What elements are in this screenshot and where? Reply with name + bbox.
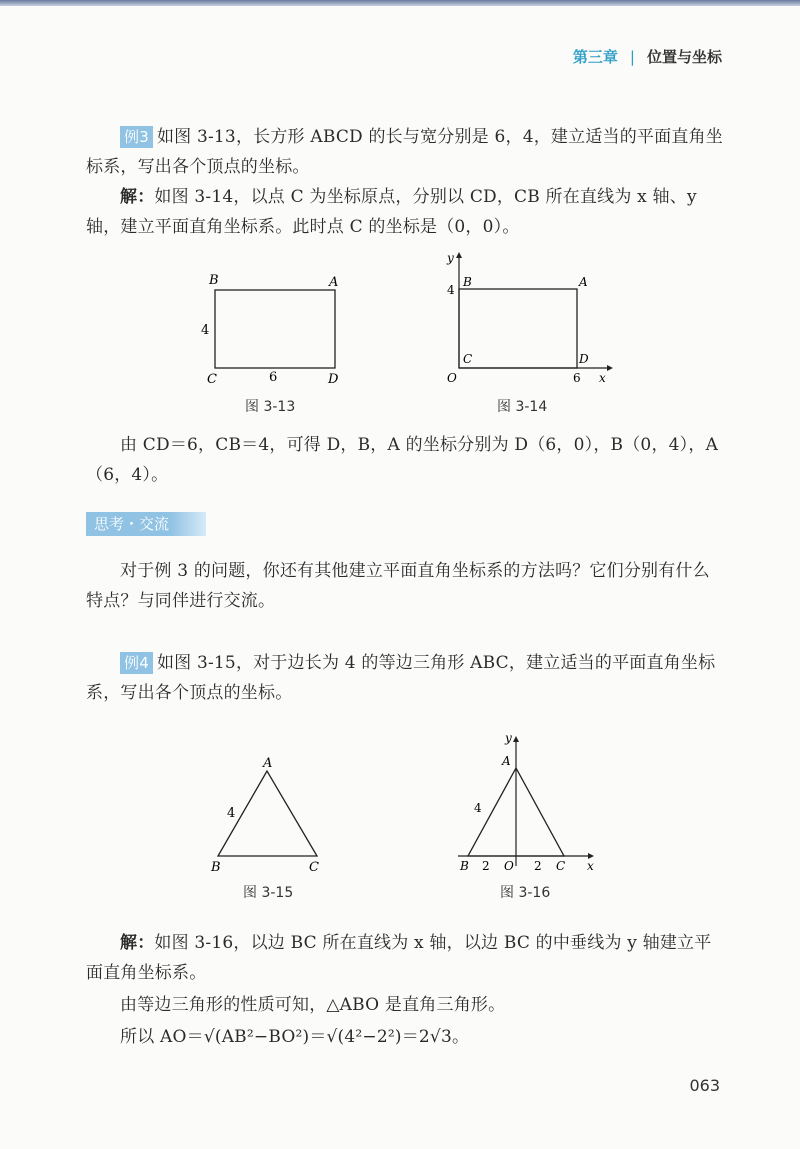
caption-3-15: 图 3-15	[243, 885, 294, 901]
label-c: C	[463, 352, 473, 366]
y-arrow-icon	[456, 252, 462, 258]
chapter-label: 第三章	[572, 48, 618, 66]
x-label: x	[587, 859, 594, 873]
example3-problem	[86, 122, 726, 182]
example4-formula	[86, 1022, 726, 1052]
label-c: C	[309, 860, 319, 875]
caption-3-16: 图 3-16	[500, 885, 551, 901]
example4-solution	[86, 928, 726, 988]
caption-3-14: 图 3-14	[497, 399, 548, 415]
label-c: C	[556, 859, 566, 873]
origin-label: O	[447, 371, 457, 385]
y-arrow-icon	[513, 736, 519, 742]
label-right-2: 2	[534, 859, 542, 873]
example3-badge: 例3	[120, 126, 153, 148]
label-a: A	[502, 754, 511, 768]
page-number: 063	[689, 1076, 720, 1095]
rectangle-abcd	[459, 289, 577, 368]
label-side: 4	[474, 801, 482, 815]
top-border	[0, 0, 800, 6]
example4-badge: 例4	[120, 652, 153, 674]
formula-prefix: 所以 AO＝	[120, 1027, 204, 1047]
y-label: y	[505, 731, 512, 745]
rectangle-abcd	[215, 290, 335, 368]
example3-result: 由 CD＝6，CB＝4，可得 D，B，A 的坐标分别为 D（6，0），B（0，4），A（6，4）。	[86, 435, 719, 485]
label-c: C	[207, 372, 217, 387]
label-a: A	[579, 275, 588, 289]
chapter-header	[573, 46, 722, 67]
label-b: B	[463, 275, 472, 289]
label-a: A	[329, 275, 339, 290]
x-label: x	[599, 371, 606, 385]
think-discuss-text: 对于例 3 的问题，你还有其他建立平面直角坐标系的方法吗？它们分别有什么特点？与同伴进行交流。	[86, 561, 710, 611]
chapter-title: 位置与坐标	[646, 48, 722, 66]
label-b: B	[209, 273, 219, 288]
x-value: 6	[573, 371, 581, 385]
caption-3-13: 图 3-13	[245, 399, 296, 415]
figure-3-13	[195, 268, 355, 388]
label-d: D	[328, 372, 339, 387]
label-b: B	[211, 860, 221, 875]
example3-solution	[86, 182, 726, 242]
x-arrow-icon	[607, 365, 613, 371]
solution-label: 解：	[120, 933, 155, 953]
y-value: 4	[447, 283, 455, 297]
label-length: 6	[269, 370, 278, 385]
header-separator: |	[629, 47, 635, 66]
example3-text: 如图 3-13，长方形 ABCD 的长与宽分别是 6，4，建立适当的平面直角坐标系，写出各个顶点的坐标。	[86, 127, 723, 177]
formula-expression: √(AB²−BO²)＝√(4²−2²)＝2√3。	[203, 1027, 470, 1047]
figure-3-14	[435, 248, 620, 393]
example4-solution-text: 如图 3-16，以边 BC 所在直线为 x 轴，以边 BC 的中垂线为 y 轴建立平面直角坐标系。	[86, 933, 712, 983]
label-side: 4	[227, 806, 236, 821]
think-discuss-label: 思考・交流	[86, 512, 206, 536]
label-d: D	[579, 352, 589, 366]
solution-label: 解：	[120, 187, 155, 207]
label-b: B	[460, 859, 469, 873]
figure-3-15	[205, 755, 335, 875]
example3-solution-text: 如图 3-14，以点 C 为坐标原点，分别以 CD，CB 所在直线为 x 轴、y 轴，建立平面直角坐标系。此时点 C 的坐标是（0，0）。	[86, 187, 697, 237]
example4-text: 如图 3-15，对于边长为 4 的等边三角形 ABC，建立适当的平面直角坐标系，写出各个顶点的坐标。	[86, 653, 716, 703]
label-a: A	[263, 756, 273, 771]
label-width: 4	[201, 323, 210, 338]
example4-problem	[86, 648, 726, 708]
figure-3-16	[450, 730, 605, 875]
example4-property: 由等边三角形的性质可知，△ABO 是直角三角形。	[120, 995, 506, 1015]
y-label: y	[447, 251, 454, 265]
origin-label: O	[504, 859, 514, 873]
label-left-2: 2	[482, 859, 490, 873]
